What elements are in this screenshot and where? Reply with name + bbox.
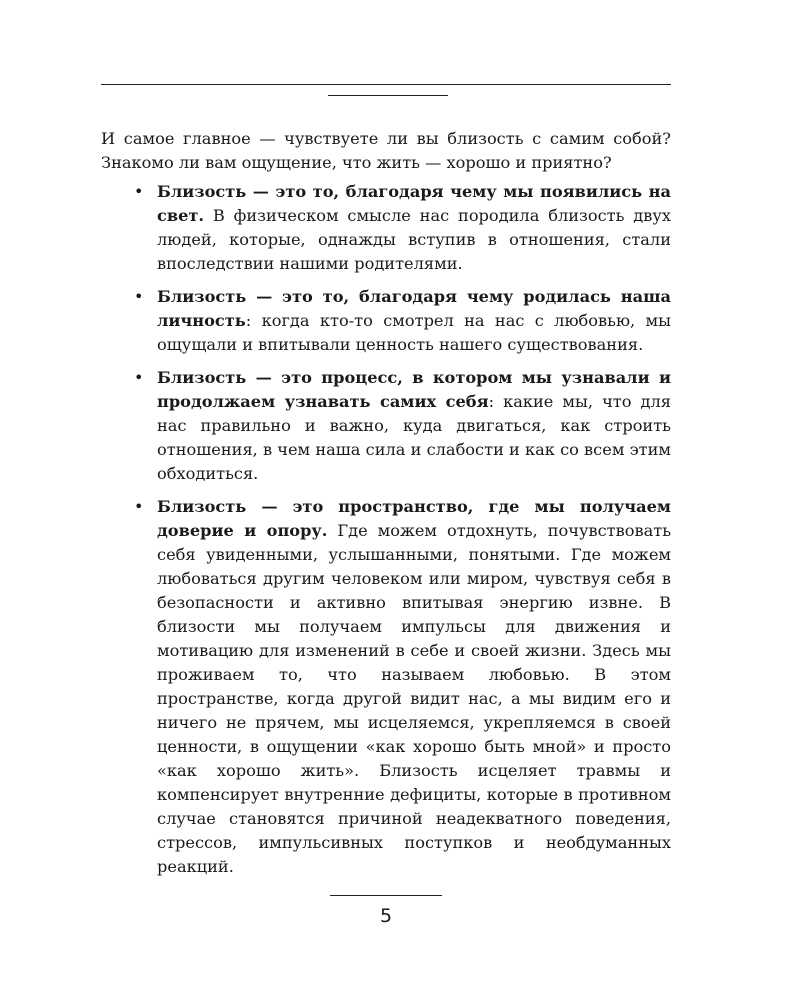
bullet-icon: • <box>134 368 144 387</box>
item-bold-lead: Близость — это пространство, где мы получаем доверие и опору. <box>157 497 671 540</box>
page-body <box>101 127 671 888</box>
top-short-rule <box>328 95 448 96</box>
item-text: Где можем отдохнуть, почувствовать себя увиденными, услышанными, понятыми. Где можем любоваться другим человеком или миром, чувствуя себя в безопасности и активно впитывая энергию извне. В близости мы получаем импульсы для движения и мотивацию для изменений в себе и своей жизни. Здесь мы проживаем то, что называем любовью. В этом пространстве, когда другой видит нас, а мы видим его и ничего не прячем, мы исцеляемся, укрепляемся в своей ценности, в ощущении «как хорошо быть мной» и просто «как хорошо жить». Близость исцеляет травмы и компенсирует внутренние дефициты, которые в противном случае становятся причиной неадекватного поведения, стрессов, импульсивных поступков и необдуманных реакций. <box>157 521 672 876</box>
bullet-icon: • <box>134 182 144 201</box>
top-rule <box>101 84 671 85</box>
intro-paragraph: И самое главное — чувствуете ли вы близость с самим собой? Знакомо ли вам ощущение, что жить — хорошо и приятно? <box>101 129 671 172</box>
item-bold-lead: Близость — это то, благодаря чему мы появились на свет. <box>157 182 671 225</box>
list-item <box>101 495 671 879</box>
list-item <box>101 285 671 357</box>
bottom-rule <box>330 895 442 896</box>
page-number: 5 <box>379 905 393 927</box>
list-item <box>101 366 671 486</box>
bullet-icon: • <box>134 497 144 516</box>
item-text: : какие мы, что для нас правильно и важно, куда двигаться, как строить отношения, в чем наша сила и слабости и как со всем этим обходиться. <box>157 392 671 483</box>
bullet-icon: • <box>134 287 144 306</box>
item-text: В физическом смысле нас породила близость двух людей, которые, однажды вступив в отношения, стали впоследствии нашими родителями. <box>157 206 671 273</box>
list-item <box>101 180 671 276</box>
item-bold-lead: Близость — это то, благодаря чему родилась наша личность <box>157 287 671 330</box>
bullet-list <box>101 180 671 879</box>
item-text: : когда кто-то смотрел на нас с любовью, мы ощущали и впитывали ценность нашего существования. <box>157 311 671 354</box>
item-bold-lead: Близость — это процесс, в котором мы узнавали и продолжаем узнавать самих себя <box>157 368 671 411</box>
